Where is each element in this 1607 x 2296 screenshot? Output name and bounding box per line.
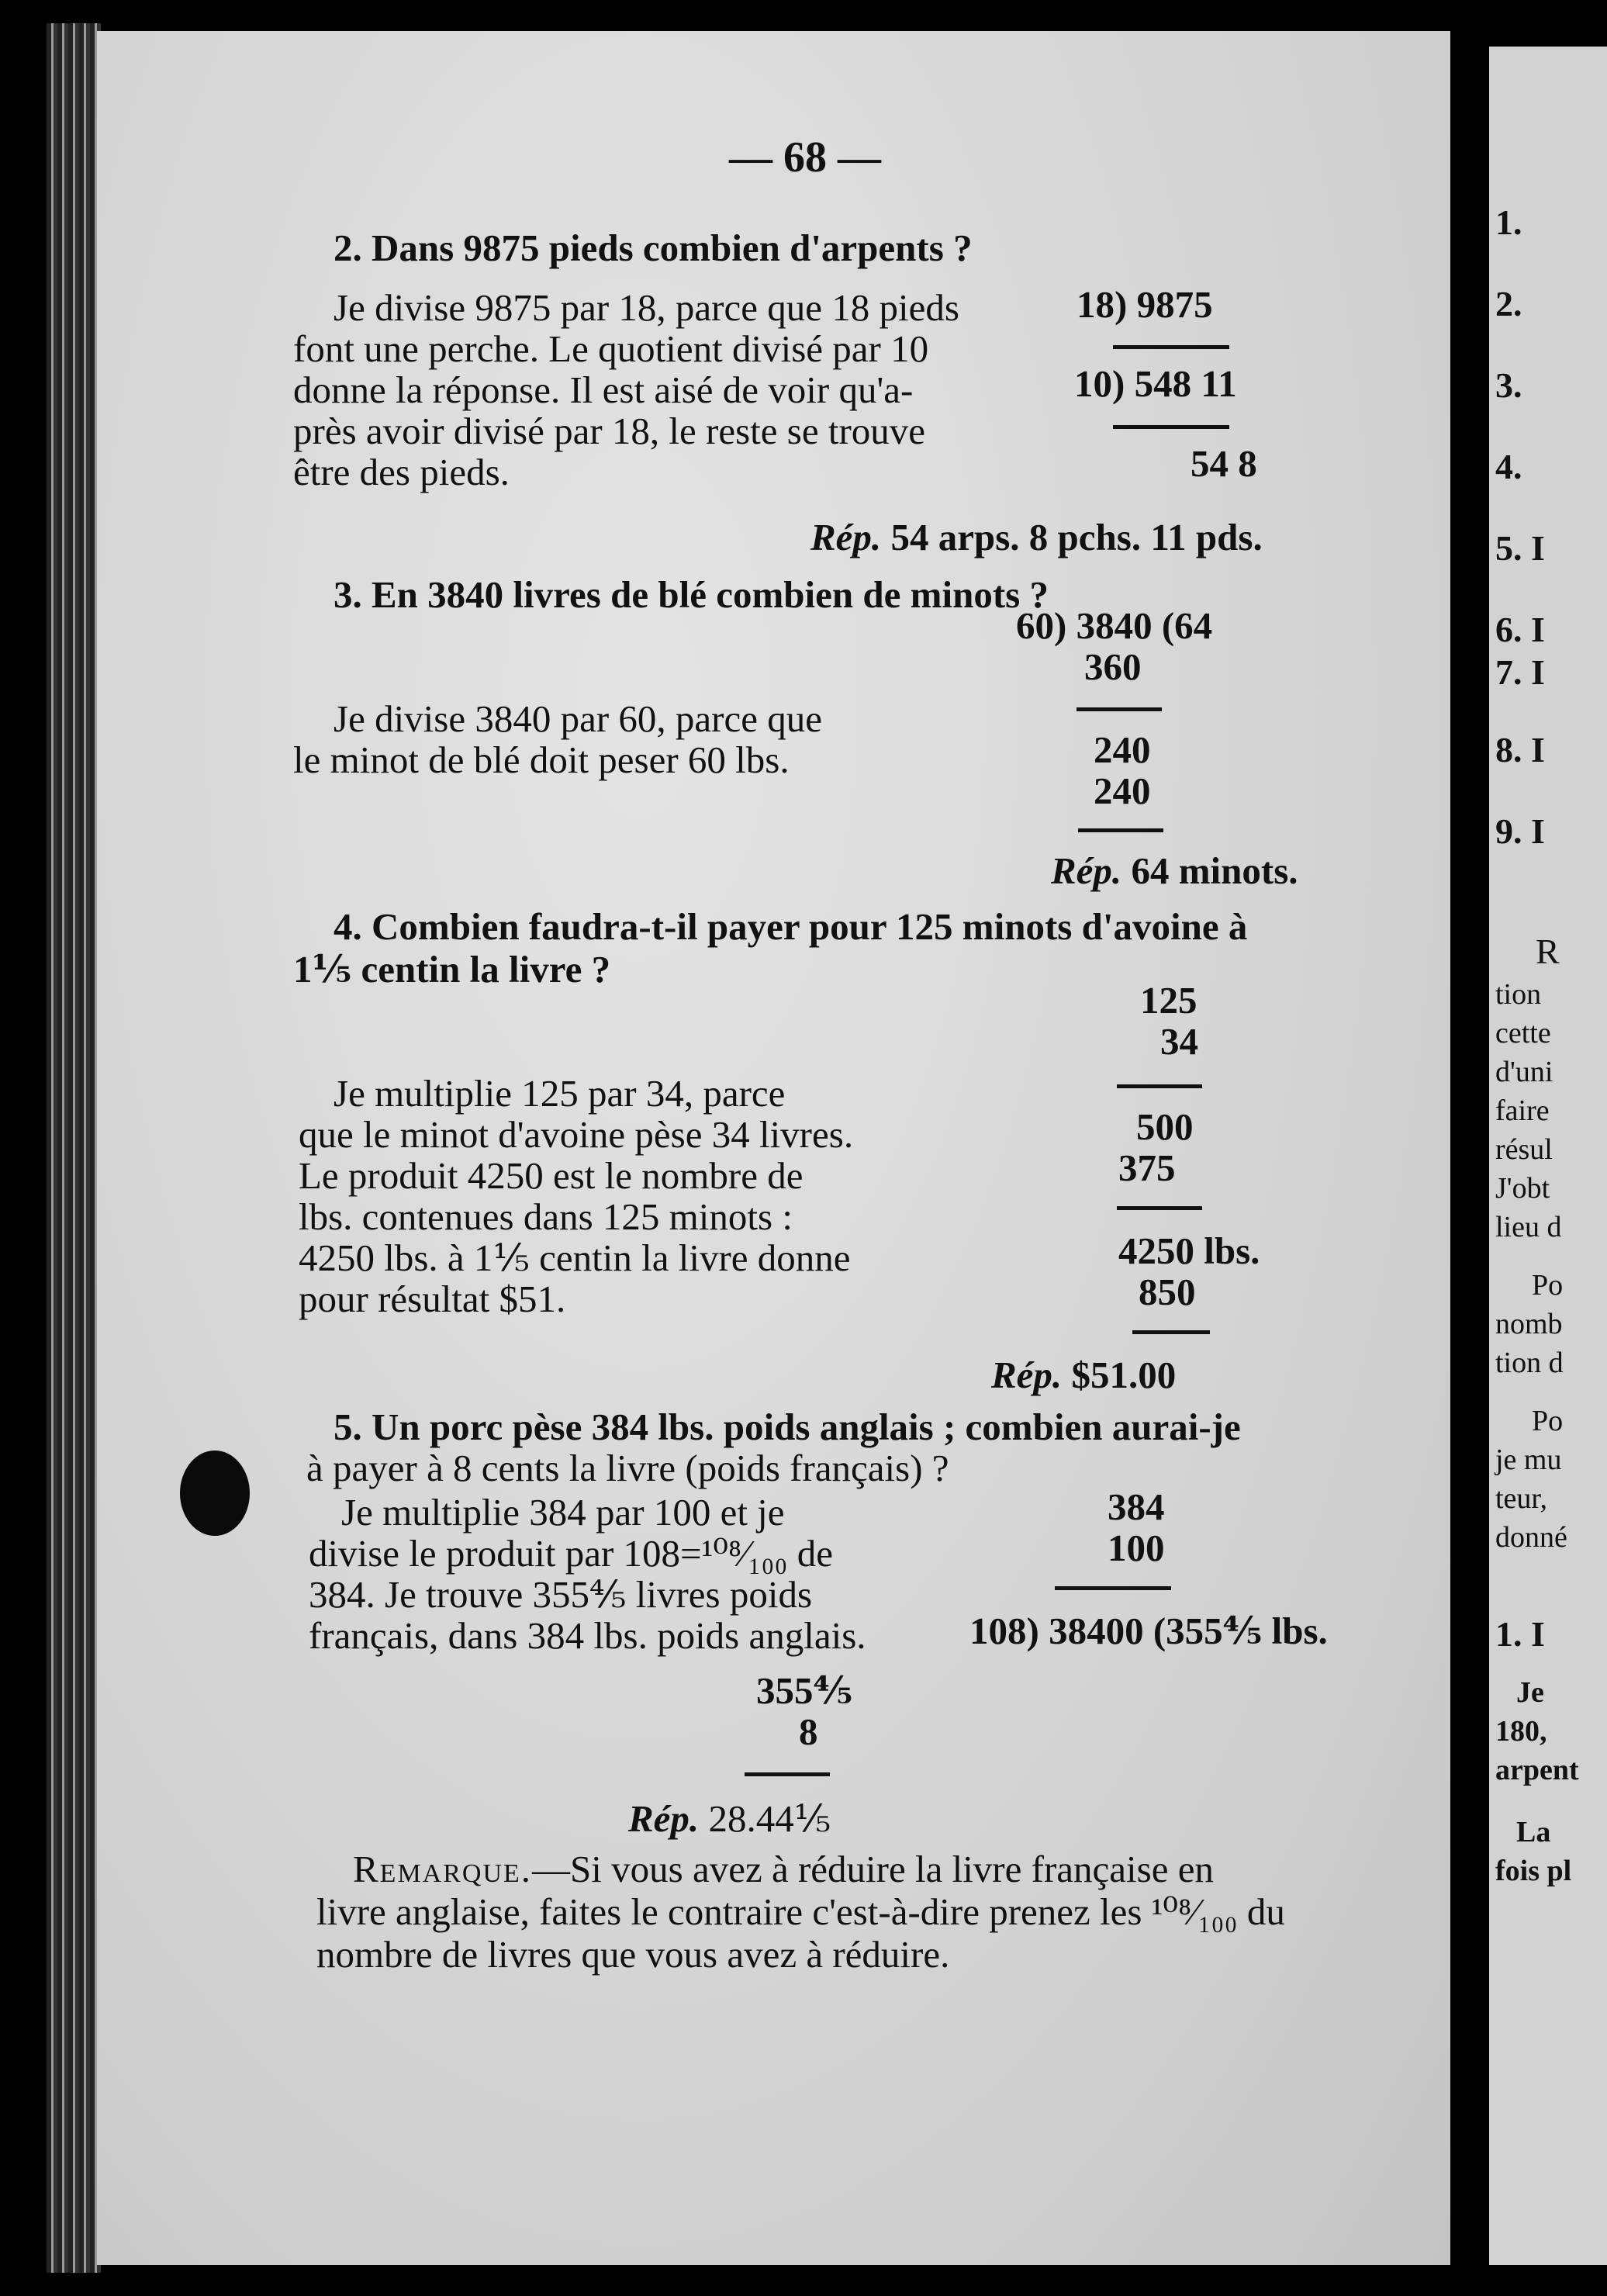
facing-page-fragment: résul	[1495, 1133, 1553, 1166]
facing-page-fragment: je mu	[1495, 1444, 1562, 1476]
problem-5-calc-line: 108) 38400 (355⅘ lbs.	[969, 1610, 1328, 1652]
problem-3-question: 3. En 3840 livres de blé combien de minots ?	[333, 573, 1049, 616]
problem-4-calc-line: 125	[1140, 979, 1197, 1022]
facing-page-fragment: Po	[1532, 1405, 1564, 1437]
facing-page	[1489, 47, 1607, 2265]
problem-4-calc-line: 375	[1118, 1146, 1176, 1189]
problem-4-text-line: Je multiplie 125 par 34, parce	[333, 1072, 786, 1115]
problem-3-text-line: Je divise 3840 par 60, parce que	[333, 697, 822, 740]
facing-page-fragment: d'uni	[1495, 1056, 1553, 1088]
calc-rule	[1117, 1084, 1202, 1088]
facing-page-fragment: nomb	[1495, 1308, 1563, 1340]
ink-stain	[180, 1451, 250, 1536]
problem-5-question: à payer à 8 cents la livre (poids français) ?	[306, 1447, 949, 1489]
problem-2-question: 2. Dans 9875 pieds combien d'arpents ?	[333, 226, 973, 269]
problem-4-calc-line: 4250 lbs.	[1118, 1229, 1260, 1272]
facing-page-fragment: 180,	[1495, 1715, 1547, 1748]
problem-5-question: 5. Un porc pèse 384 lbs. poids anglais ; combien aurai-je	[333, 1406, 1241, 1448]
facing-page-number: 6. I	[1495, 610, 1545, 649]
problem-2-calc-line: 18) 9875	[1077, 283, 1213, 326]
problem-3-calc-line: 360	[1084, 645, 1142, 688]
problem-4-calc-line: 500	[1136, 1105, 1194, 1148]
remark-line: nombre de livres que vous avez à réduire.	[316, 1933, 950, 1976]
problem-5-text-line: français, dans 384 lbs. poids anglais.	[309, 1614, 866, 1657]
problem-5-calc2-line: 8	[799, 1710, 818, 1753]
problem-5-text-line: divise le produit par 108=¹⁰⁸⁄₁₀₀ de	[309, 1532, 833, 1575]
problem-5-calc-line: 384	[1108, 1485, 1165, 1528]
facing-page-fragment: J'obt	[1495, 1172, 1550, 1205]
calc-rule	[1113, 425, 1229, 429]
problem-4-question: 1⅕ centin la livre ?	[293, 948, 611, 991]
problem-5-answer	[628, 1797, 831, 1840]
facing-page-fragment: R	[1536, 932, 1560, 971]
problem-4-text-line: 4250 lbs. à 1⅕ centin la livre donne	[299, 1236, 851, 1279]
problem-3-answer	[1051, 849, 1298, 892]
page-number: — 68 —	[729, 133, 881, 182]
problem-4-text-line: lbs. contenues dans 125 minots :	[299, 1195, 793, 1238]
problem-5-calc-line: 100	[1108, 1527, 1165, 1569]
problem-2-text-line: Je divise 9875 par 18, parce que 18 pieds	[333, 286, 959, 329]
problem-4-question: 4. Combien faudra-t-il payer pour 125 minots d'avoine à	[333, 905, 1248, 948]
facing-page-fragment: Je	[1516, 1676, 1544, 1709]
page-gutter	[1450, 0, 1489, 2296]
facing-page-fragment: fois pl	[1495, 1855, 1572, 1887]
answer-value: $51.00	[1071, 1354, 1177, 1396]
problem-3-text-line: le minot de blé doit peser 60 lbs.	[293, 738, 790, 781]
problem-5-calc2-line: 355⅘	[756, 1669, 853, 1712]
facing-page-number: 3.	[1495, 365, 1522, 405]
problem-4-calc-line: 34	[1160, 1020, 1198, 1063]
remark-text: —Si vous avez à réduire la livre française en	[532, 1848, 1214, 1890]
problem-2-text-line: être des pieds.	[293, 451, 510, 493]
facing-page-number: 7. I	[1495, 652, 1545, 692]
problem-2-text-line: font une perche. Le quotient divisé par 10	[293, 327, 929, 370]
facing-page-fragment: arpent	[1495, 1754, 1579, 1786]
problem-5-text-line: 384. Je trouve 355⅘ livres poids	[309, 1573, 813, 1616]
facing-page-fragment: tion	[1495, 978, 1542, 1011]
calc-rule	[1117, 1206, 1202, 1210]
problem-5-text-line: Je multiplie 384 par 100 et je	[341, 1491, 785, 1534]
answer-value: 64 minots.	[1131, 849, 1298, 892]
problem-4-answer	[991, 1356, 1176, 1394]
calc-rule	[1077, 707, 1162, 711]
problem-4-calc-line: 850	[1139, 1271, 1196, 1313]
facing-page-fragment: 1. I	[1495, 1614, 1545, 1654]
problem-3-calc-line: 240	[1094, 769, 1151, 812]
calc-rule	[1132, 1330, 1210, 1334]
facing-page-number: 5. I	[1495, 528, 1545, 568]
facing-page-fragment: faire	[1495, 1094, 1550, 1127]
facing-page-number: 8. I	[1495, 730, 1545, 769]
answer-value: 28.44⅕	[708, 1797, 831, 1840]
calc-rule	[1078, 828, 1163, 832]
problem-2-answer	[810, 518, 1263, 556]
facing-page-fragment: teur,	[1495, 1482, 1548, 1515]
facing-page-fragment: donné	[1495, 1521, 1567, 1554]
calc-rule	[1113, 345, 1229, 349]
problem-2-text-line: près avoir divisé par 18, le reste se trouve	[293, 410, 926, 452]
facing-page-number: 4.	[1495, 447, 1522, 486]
problem-2-calc-line: 54 8	[1191, 442, 1257, 485]
problem-2-text-line: donne la réponse. Il est aisé de voir qu'a-	[293, 368, 914, 411]
problem-4-text-line: pour résultat $51.	[299, 1278, 566, 1320]
facing-page-number: 9. I	[1495, 811, 1545, 851]
answer-value: 54 arps. 8 pchs. 11 pds.	[890, 516, 1263, 558]
problem-2-calc-line: 10) 548 11	[1074, 362, 1237, 405]
remark-line	[353, 1850, 1214, 1888]
problem-3-calc-line: 240	[1094, 728, 1151, 771]
remark-label: Remarque.	[353, 1848, 533, 1890]
answer-label: Rép.	[1051, 849, 1122, 892]
answer-label: Rép.	[810, 516, 882, 558]
facing-page-fragment: Po	[1532, 1269, 1564, 1302]
calc-rule	[745, 1772, 830, 1776]
remark-line: livre anglaise, faites le contraire c'est-à-dire prenez les ¹⁰⁸⁄₁₀₀ du	[316, 1890, 1285, 1933]
facing-page-fragment: tion d	[1495, 1347, 1564, 1379]
problem-3-calc-line: 60) 3840 (64	[1016, 604, 1213, 647]
facing-page-fragment: lieu d	[1495, 1211, 1562, 1243]
calc-rule	[1055, 1586, 1171, 1590]
facing-page-number: 2.	[1495, 284, 1522, 323]
problem-4-text-line: que le minot d'avoine pèse 34 livres.	[299, 1113, 854, 1156]
problem-4-text-line: Le produit 4250 est le nombre de	[299, 1154, 804, 1197]
facing-page-fragment: cette	[1495, 1017, 1551, 1049]
answer-label: Rép.	[628, 1797, 700, 1840]
facing-page-number: 1.	[1495, 202, 1522, 242]
book-spine	[47, 23, 101, 2273]
answer-label: Rép.	[991, 1354, 1063, 1396]
facing-page-fragment: La	[1516, 1816, 1551, 1848]
